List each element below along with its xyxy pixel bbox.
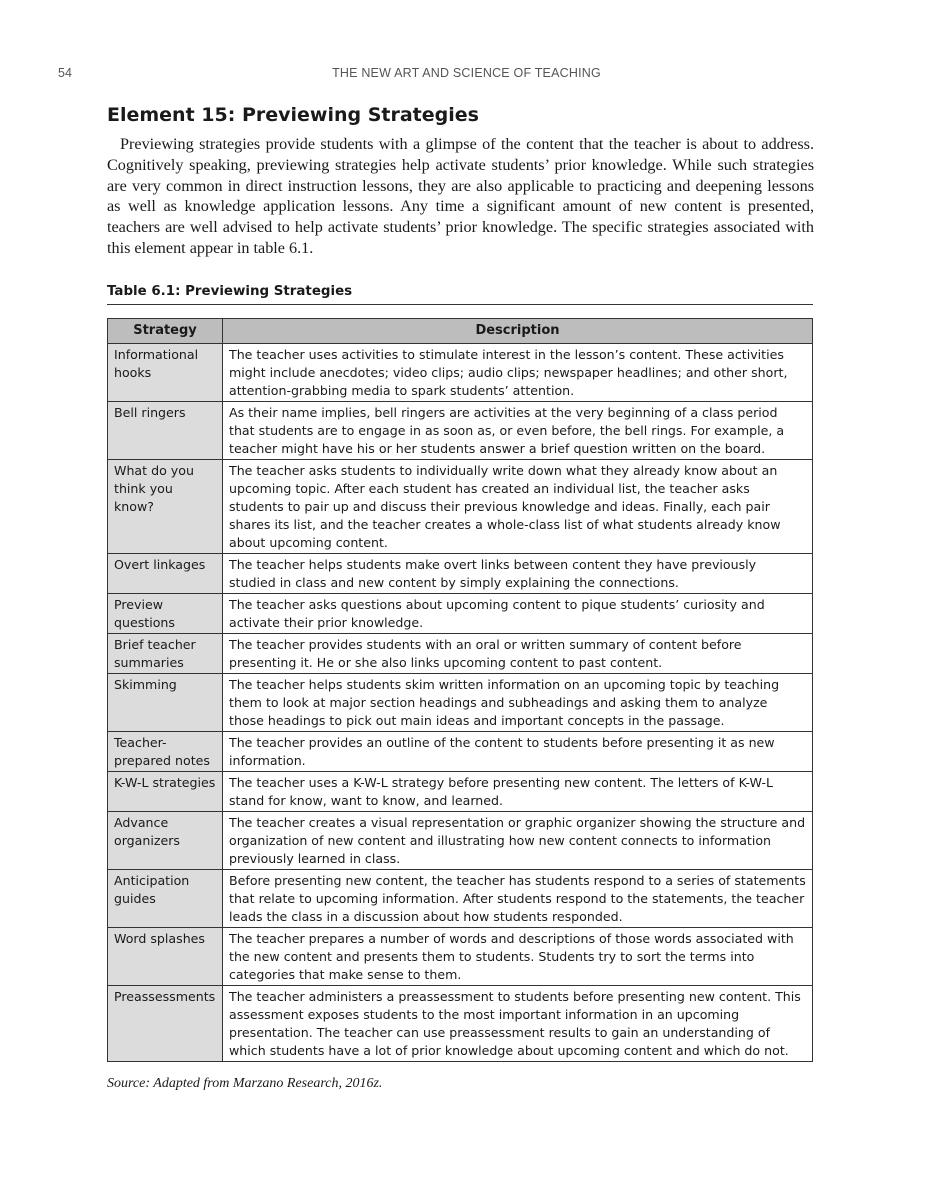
table-header-row [108, 319, 813, 344]
description-cell: The teacher helps students make overt links between content they have previously studied in class and new content by simply explaining the connections. [223, 554, 813, 594]
strategies-table [107, 318, 813, 1062]
table-row [108, 674, 813, 732]
description-cell: The teacher uses a K-W-L strategy before presenting new content. The letters of K-W-L stand for know, want to know, and learned. [223, 772, 813, 812]
strategy-cell: K-W-L strategies [108, 772, 223, 812]
strategy-cell: Brief teacher summaries [108, 634, 223, 674]
strategy-cell: Anticipation guides [108, 870, 223, 928]
strategy-cell: Preassessments [108, 986, 223, 1062]
table-row [108, 986, 813, 1062]
description-cell: As their name implies, bell ringers are activities at the very beginning of a class period that students are to engage in as soon as, or even before, the bell rings. For example, a teacher might have his or her students answer a brief question written on the board. [223, 402, 813, 460]
page-number: 54 [58, 66, 72, 80]
table-row [108, 402, 813, 460]
description-cell: The teacher asks students to individually write down what they already know about an upcoming topic. After each student has created an individual list, the teacher asks students to pair up and discuss their previous knowledge and ideas. Finally, each pair shares its list, and the teacher creates a whole-class list of what students already know about upcoming content. [223, 460, 813, 554]
description-cell: The teacher administers a preassessment to students before presenting new content. This assessment exposes students to the most important information in an upcoming presentation. The teacher can use preassessment results to gain an understanding of which students have a lot of prior knowledge about upcoming content and which do not. [223, 986, 813, 1062]
page-header [0, 66, 933, 82]
strategy-cell: Preview questions [108, 594, 223, 634]
description-cell: The teacher uses activities to stimulate interest in the lesson’s content. These activities might include anecdotes; video clips; audio clips; newspaper headlines; and other short, attention-grabbing media to spark students’ attention. [223, 344, 813, 402]
description-cell: The teacher helps students skim written information on an upcoming topic by teaching them to look at major section headings and subheadings and asking them to analyze those headings to pick out main ideas and important concepts in the passage. [223, 674, 813, 732]
table-row [108, 928, 813, 986]
table-row [108, 732, 813, 772]
description-cell: The teacher provides students with an oral or written summary of content before presenting it. He or she also links upcoming content to past content. [223, 634, 813, 674]
strategy-cell: Word splashes [108, 928, 223, 986]
running-head: THE NEW ART AND SCIENCE OF TEACHING [332, 66, 601, 80]
source-note: Source: Adapted from Marzano Research, 2016z. [107, 1076, 383, 1091]
table-row [108, 812, 813, 870]
description-cell: The teacher prepares a number of words and descriptions of those words associated with the new content and presents them to students. Students try to sort the terms into categories that make sense to them. [223, 928, 813, 986]
table-row [108, 634, 813, 674]
table-caption: Table 6.1: Previewing Strategies [107, 284, 813, 305]
table-row [108, 554, 813, 594]
description-cell: Before presenting new content, the teacher has students respond to a series of statements that relate to upcoming information. After students respond to the statements, the teacher leads the class in a discussion about how students responded. [223, 870, 813, 928]
body-paragraph: Previewing strategies provide students with a glimpse of the content that the teacher is about to address. Cognitively speaking, previewing strategies help activate students’ prior knowledge. While such strategies are very common in direct instruction lessons, they are also applicable to practicing and deepening lessons as well as knowledge application lessons. Any time a significant amount of new content is presented, teachers are well advised to help activate students’ prior knowledge. The specific strategies associated with this element appear in table 6.1. [107, 135, 814, 257]
description-cell: The teacher creates a visual representation or graphic organizer showing the structure and organization of new content and illustrating how new content connects to information previously learned in class. [223, 812, 813, 870]
strategy-cell: Advance organizers [108, 812, 223, 870]
strategy-cell: Informational hooks [108, 344, 223, 402]
section-title: Element 15: Previewing Strategies [107, 104, 479, 126]
strategy-cell: Teacher-prepared notes [108, 732, 223, 772]
table-row [108, 772, 813, 812]
strategy-cell: Overt linkages [108, 554, 223, 594]
table-row [108, 344, 813, 402]
description-cell: The teacher provides an outline of the content to students before presenting it as new information. [223, 732, 813, 772]
description-cell: The teacher asks questions about upcoming content to pique students’ curiosity and activate their prior knowledge. [223, 594, 813, 634]
strategy-cell: Skimming [108, 674, 223, 732]
strategy-column-header: Strategy [108, 319, 223, 344]
strategy-cell: Bell ringers [108, 402, 223, 460]
table-row [108, 594, 813, 634]
table-row [108, 870, 813, 928]
table-row [108, 460, 813, 554]
strategy-cell: What do you think you know? [108, 460, 223, 554]
description-column-header: Description [223, 319, 813, 344]
